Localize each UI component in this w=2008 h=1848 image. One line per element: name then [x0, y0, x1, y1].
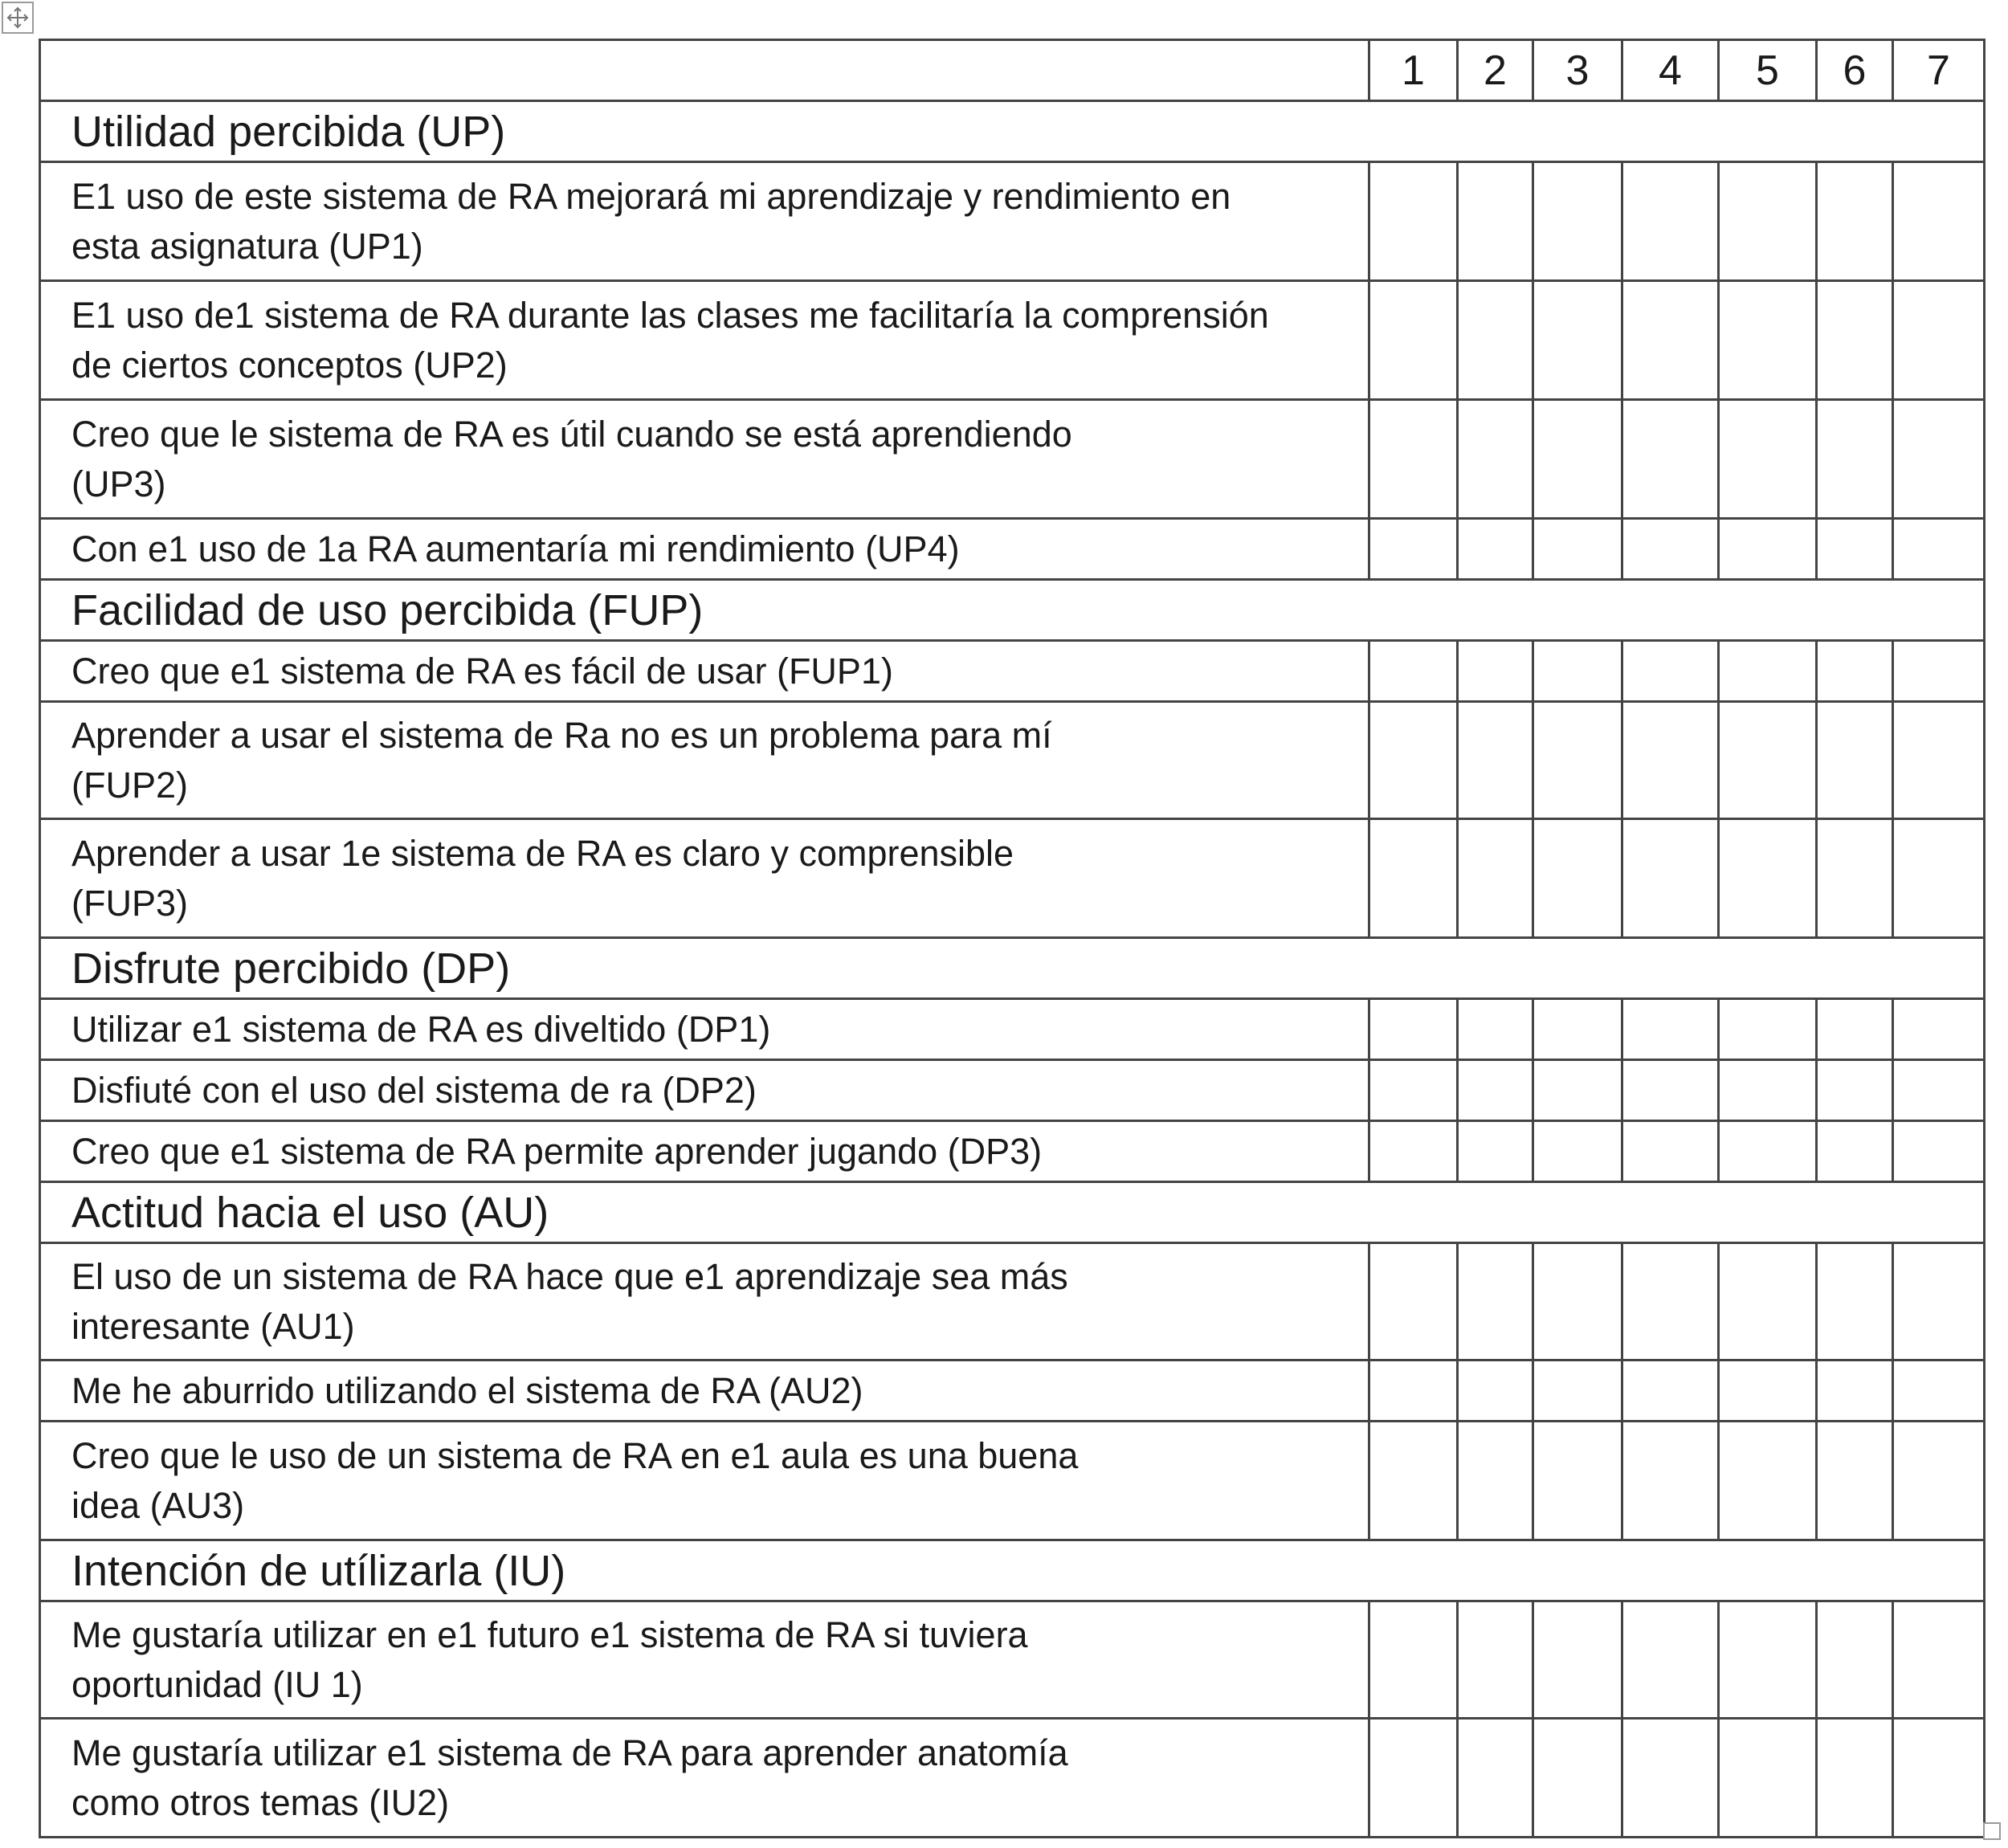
rating-cell-3[interactable]	[1533, 1060, 1622, 1121]
scale-header-7: 7	[1893, 40, 1985, 101]
rating-cell-7[interactable]	[1893, 702, 1985, 819]
rating-cell-7[interactable]	[1893, 819, 1985, 938]
rating-cell-7[interactable]	[1893, 641, 1985, 702]
rating-cell-4[interactable]	[1622, 1719, 1719, 1838]
rating-cell-2[interactable]	[1458, 400, 1533, 519]
rating-cell-6[interactable]	[1817, 641, 1893, 702]
rating-cell-2[interactable]	[1458, 519, 1533, 580]
scale-header-3: 3	[1533, 40, 1622, 101]
rating-cell-1[interactable]	[1369, 641, 1458, 702]
rating-cell-3[interactable]	[1533, 702, 1622, 819]
rating-cell-6[interactable]	[1817, 999, 1893, 1060]
item-statement: Me he aburrido utilizando el sistema de RA (AU2)	[40, 1361, 1369, 1422]
rating-cell-5[interactable]	[1719, 1243, 1817, 1361]
rating-cell-4[interactable]	[1622, 1060, 1719, 1121]
rating-cell-7[interactable]	[1893, 1243, 1985, 1361]
scale-header-2: 2	[1458, 40, 1533, 101]
rating-cell-4[interactable]	[1622, 400, 1719, 519]
rating-cell-1[interactable]	[1369, 1719, 1458, 1838]
rating-cell-6[interactable]	[1817, 1422, 1893, 1540]
rating-cell-3[interactable]	[1533, 819, 1622, 938]
rating-cell-1[interactable]	[1369, 1121, 1458, 1182]
scale-header-6: 6	[1817, 40, 1893, 101]
rating-cell-3[interactable]	[1533, 281, 1622, 400]
rating-cell-1[interactable]	[1369, 999, 1458, 1060]
rating-cell-3[interactable]	[1533, 519, 1622, 580]
rating-cell-2[interactable]	[1458, 1422, 1533, 1540]
item-row	[40, 1719, 1985, 1838]
item-statement: Con e1 uso de 1a RA aumentaría mi rendimiento (UP4)	[40, 519, 1369, 580]
scale-header-5: 5	[1719, 40, 1817, 101]
rating-cell-6[interactable]	[1817, 1601, 1893, 1719]
rating-cell-3[interactable]	[1533, 1243, 1622, 1361]
rating-cell-6[interactable]	[1817, 1121, 1893, 1182]
rating-cell-6[interactable]	[1817, 702, 1893, 819]
rating-cell-5[interactable]	[1719, 1121, 1817, 1182]
rating-cell-4[interactable]	[1622, 819, 1719, 938]
item-row	[40, 1361, 1985, 1422]
rating-cell-3[interactable]	[1533, 162, 1622, 281]
questionnaire-table	[39, 39, 1986, 1838]
resize-handle[interactable]	[1983, 1822, 2001, 1840]
item-statement: E1 uso de1 sistema de RA durante las clases me facilitaría la comprensión de ciertos conceptos (UP2)	[40, 281, 1369, 400]
rating-cell-4[interactable]	[1622, 1243, 1719, 1361]
rating-cell-2[interactable]	[1458, 819, 1533, 938]
rating-cell-7[interactable]	[1893, 1422, 1985, 1540]
rating-cell-5[interactable]	[1719, 400, 1817, 519]
rating-cell-3[interactable]	[1533, 1361, 1622, 1422]
item-statement: Creo que e1 sistema de RA es fácil de usar (FUP1)	[40, 641, 1369, 702]
rating-cell-1[interactable]	[1369, 1243, 1458, 1361]
rating-cell-1[interactable]	[1369, 819, 1458, 938]
rating-cell-1[interactable]	[1369, 1361, 1458, 1422]
rating-cell-3[interactable]	[1533, 1601, 1622, 1719]
move-handle[interactable]	[2, 2, 34, 34]
item-statement: Aprender a usar el sistema de Ra no es un problema para mí (FUP2)	[40, 702, 1369, 819]
rating-cell-2[interactable]	[1458, 162, 1533, 281]
rating-cell-7[interactable]	[1893, 1060, 1985, 1121]
rating-cell-4[interactable]	[1622, 281, 1719, 400]
rating-cell-3[interactable]	[1533, 400, 1622, 519]
item-statement: Creo que le sistema de RA es útil cuando se está aprendiendo (UP3)	[40, 400, 1369, 519]
scale-header-row	[40, 40, 1985, 101]
section-heading: Intención de utílizarla (IU)	[40, 1540, 1985, 1601]
scale-header-4: 4	[1622, 40, 1719, 101]
item-statement: Creo que e1 sistema de RA permite aprender jugando (DP3)	[40, 1121, 1369, 1182]
rating-cell-5[interactable]	[1719, 1601, 1817, 1719]
rating-cell-5[interactable]	[1719, 1361, 1817, 1422]
rating-cell-7[interactable]	[1893, 1361, 1985, 1422]
rating-cell-4[interactable]	[1622, 702, 1719, 819]
rating-cell-4[interactable]	[1622, 1361, 1719, 1422]
section-heading: Disfrute percibido (DP)	[40, 938, 1985, 999]
rating-cell-4[interactable]	[1622, 162, 1719, 281]
rating-cell-5[interactable]	[1719, 281, 1817, 400]
rating-cell-6[interactable]	[1817, 1243, 1893, 1361]
move-icon	[6, 6, 30, 30]
item-row	[40, 702, 1985, 819]
rating-cell-1[interactable]	[1369, 1060, 1458, 1121]
rating-cell-6[interactable]	[1817, 1060, 1893, 1121]
item-statement: Me gustaría utilizar e1 sistema de RA para aprender anatomía como otros temas (IU2)	[40, 1719, 1369, 1838]
rating-cell-5[interactable]	[1719, 999, 1817, 1060]
item-row	[40, 519, 1985, 580]
rating-cell-1[interactable]	[1369, 162, 1458, 281]
rating-cell-2[interactable]	[1458, 999, 1533, 1060]
item-row	[40, 281, 1985, 400]
rating-cell-2[interactable]	[1458, 281, 1533, 400]
header-blank-cell	[40, 40, 1369, 101]
rating-cell-2[interactable]	[1458, 1121, 1533, 1182]
rating-cell-2[interactable]	[1458, 641, 1533, 702]
rating-cell-4[interactable]	[1622, 999, 1719, 1060]
rating-cell-1[interactable]	[1369, 1422, 1458, 1540]
rating-cell-2[interactable]	[1458, 1601, 1533, 1719]
rating-cell-7[interactable]	[1893, 1121, 1985, 1182]
section-row	[40, 101, 1985, 162]
rating-cell-2[interactable]	[1458, 702, 1533, 819]
item-row	[40, 1601, 1985, 1719]
rating-cell-3[interactable]	[1533, 999, 1622, 1060]
rating-cell-1[interactable]	[1369, 1601, 1458, 1719]
item-statement: E1 uso de este sistema de RA mejorará mi aprendizaje y rendimiento en esta asignatura (UP1)	[40, 162, 1369, 281]
rating-cell-1[interactable]	[1369, 400, 1458, 519]
rating-cell-5[interactable]	[1719, 1060, 1817, 1121]
rating-cell-5[interactable]	[1719, 1422, 1817, 1540]
rating-cell-6[interactable]	[1817, 1361, 1893, 1422]
item-statement: Utilizar e1 sistema de RA es diveltido (DP1)	[40, 999, 1369, 1060]
item-statement: Aprender a usar 1e sistema de RA es claro y comprensible (FUP3)	[40, 819, 1369, 938]
rating-cell-7[interactable]	[1893, 999, 1985, 1060]
rating-cell-4[interactable]	[1622, 1422, 1719, 1540]
rating-cell-5[interactable]	[1719, 702, 1817, 819]
rating-cell-3[interactable]	[1533, 1121, 1622, 1182]
section-row	[40, 1182, 1985, 1243]
rating-cell-7[interactable]	[1893, 1719, 1985, 1838]
rating-cell-5[interactable]	[1719, 519, 1817, 580]
item-row	[40, 1243, 1985, 1361]
item-row	[40, 641, 1985, 702]
rating-cell-5[interactable]	[1719, 641, 1817, 702]
section-row	[40, 580, 1985, 641]
rating-cell-4[interactable]	[1622, 1121, 1719, 1182]
rating-cell-4[interactable]	[1622, 1601, 1719, 1719]
item-row	[40, 400, 1985, 519]
item-row	[40, 1060, 1985, 1121]
section-row	[40, 938, 1985, 999]
section-row	[40, 1540, 1985, 1601]
rating-cell-6[interactable]	[1817, 819, 1893, 938]
item-row	[40, 1422, 1985, 1540]
rating-cell-2[interactable]	[1458, 1243, 1533, 1361]
item-row	[40, 999, 1985, 1060]
rating-cell-6[interactable]	[1817, 281, 1893, 400]
rating-cell-2[interactable]	[1458, 1361, 1533, 1422]
rating-cell-3[interactable]	[1533, 641, 1622, 702]
section-heading: Actitud hacia el uso (AU)	[40, 1182, 1985, 1243]
rating-cell-2[interactable]	[1458, 1060, 1533, 1121]
item-row	[40, 1121, 1985, 1182]
rating-cell-3[interactable]	[1533, 1719, 1622, 1838]
item-statement: El uso de un sistema de RA hace que e1 aprendizaje sea más interesante (AU1)	[40, 1243, 1369, 1361]
rating-cell-7[interactable]	[1893, 281, 1985, 400]
section-heading: Utilidad percibida (UP)	[40, 101, 1985, 162]
rating-cell-6[interactable]	[1817, 519, 1893, 580]
rating-cell-5[interactable]	[1719, 162, 1817, 281]
section-heading: Facilidad de uso percibida (FUP)	[40, 580, 1985, 641]
rating-cell-1[interactable]	[1369, 281, 1458, 400]
rating-cell-4[interactable]	[1622, 519, 1719, 580]
item-statement: Creo que le uso de un sistema de RA en e1 aula es una buena idea (AU3)	[40, 1422, 1369, 1540]
rating-cell-6[interactable]	[1817, 162, 1893, 281]
rating-cell-6[interactable]	[1817, 1719, 1893, 1838]
item-statement: Disfiuté con el uso del sistema de ra (DP2)	[40, 1060, 1369, 1121]
rating-cell-7[interactable]	[1893, 162, 1985, 281]
rating-cell-1[interactable]	[1369, 702, 1458, 819]
scale-header-1: 1	[1369, 40, 1458, 101]
rating-cell-1[interactable]	[1369, 519, 1458, 580]
rating-cell-4[interactable]	[1622, 641, 1719, 702]
rating-cell-2[interactable]	[1458, 1719, 1533, 1838]
rating-cell-7[interactable]	[1893, 1601, 1985, 1719]
item-row	[40, 819, 1985, 938]
item-row	[40, 162, 1985, 281]
item-statement: Me gustaría utilizar en e1 futuro e1 sistema de RA si tuviera oportunidad (IU 1)	[40, 1601, 1369, 1719]
rating-cell-5[interactable]	[1719, 1719, 1817, 1838]
rating-cell-7[interactable]	[1893, 400, 1985, 519]
rating-cell-5[interactable]	[1719, 819, 1817, 938]
rating-cell-6[interactable]	[1817, 400, 1893, 519]
rating-cell-3[interactable]	[1533, 1422, 1622, 1540]
rating-cell-7[interactable]	[1893, 519, 1985, 580]
